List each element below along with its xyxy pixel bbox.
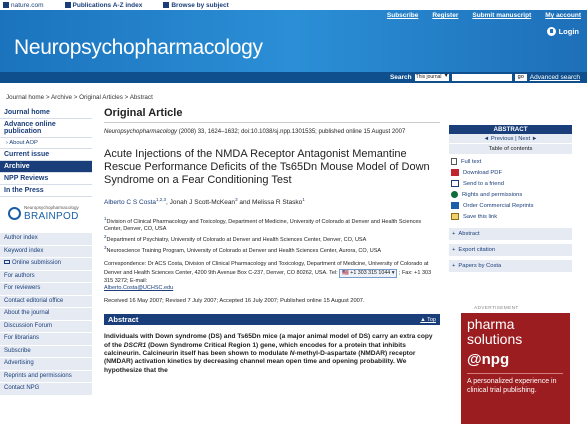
phone-number: +1 303 315 1044 [350,269,391,276]
citation-journal: Neuropsychopharmacology [104,129,178,135]
link-online-submission-label: Online submission [12,260,62,266]
rights-icon [451,191,458,198]
nav-advance-online[interactable]: Advance online publication [0,119,92,138]
expand-icon: + [452,231,456,237]
nav-journal-home[interactable]: Journal home [0,107,92,119]
search-label: Search [389,74,412,81]
citation-details: (2008) 33, 1624–1632; doi:10.1038/sj.npp.1301535; published online 15 August 2007 [177,129,406,135]
right-sidebar [449,125,572,272]
right-sidebar-header: ABSTRACT [449,125,572,134]
nav-current-issue[interactable]: Current issue [0,149,92,161]
order-reprints-label: Order Commercial Reprints [463,202,534,209]
author-affiliation-ref[interactable]: 3 [235,197,238,202]
affiliation [104,215,440,233]
abstract-top-label: Top [427,316,436,323]
brainpod-banner[interactable] [0,200,92,230]
affiliation-text: Department of Psychiatry, University of Colorado at Denver and Health Sciences Center, Denver, CO, USA [106,237,367,244]
abstract-part: Individuals with Down syndrome (DS) and Ts65Dn mice (a major animal model of DS) carry an extra copy of the [104,333,433,349]
subscribe-link[interactable]: Subscribe [386,12,419,19]
link-contact-npg[interactable]: Contact NPG [0,383,92,396]
section-abstract-label: Abstract [458,231,480,237]
link-discussion-forum[interactable]: Discussion Forum [0,321,92,334]
abstract-part: (Down Syndrome Critical Region 1) gene, which encodes for a protein that inhibits calcineurin. Calcineurin itself has been shown to modulate [104,341,406,358]
publication-dates: Received 16 May 2007; Revised 7 July 2007; Accepted 16 July 2007; Published online 15 August 2007. [104,298,365,305]
rights-permissions-label: Rights and permissions [462,191,523,198]
save-link[interactable] [451,211,572,222]
affiliation-number: 1 [104,216,107,222]
full-text-link[interactable] [451,156,572,167]
section-export-citation-label: Export citation [458,247,496,253]
email-link[interactable]: Alberto.Costa@UCHSC.edu [104,285,174,292]
expand-icon: + [452,263,456,269]
browse-subject-link[interactable] [160,2,228,9]
nature-label: nature.com [11,1,44,9]
abstract-italic: N [289,350,295,358]
link-advertising[interactable]: Advertising [0,358,92,371]
journal-banner [0,10,587,83]
journal-title[interactable]: Neuropsychopharmacology [14,36,263,59]
brainpod-logo-icon [8,207,21,220]
author-link[interactable]: Alberto C S Costa [104,199,157,207]
order-icon [451,202,459,209]
publications-label: Publications A-Z index [72,1,143,9]
section-export-citation[interactable] [449,244,572,256]
section-papers-by-author-label: Papers by Costa [458,263,502,269]
nature-link[interactable] [0,2,44,9]
prev-next-nav: ◄ Previous | Next ► [449,134,572,144]
nav-separator: | [513,136,519,142]
login-link[interactable] [547,27,579,36]
affiliation-text: Neuroscience Training Program, University of Colorado at Denver and Health Sciences Center, Aurora, CO, USA [106,248,382,255]
order-reprints-link[interactable] [451,200,572,211]
sidebar-links [0,233,92,396]
link-for-reviewers[interactable]: For reviewers [0,283,92,296]
correspondence-text: Correspondence: Dr ACS Costa, Division of Clinical Pharmacology and Toxicology, Department of Medicine, University of Colorado at Denver and Health Sciences Center, 4200 9th Avenue Box C-237, Denver, CO 80262, USA. Tel: [104,261,429,276]
advertisement-label: ADVERTISEMENT [474,306,519,311]
advertisement-banner[interactable] [461,313,570,424]
document-icon [451,158,457,165]
ad-brand: @npg [467,351,510,368]
link-for-authors[interactable]: For authors [0,271,92,284]
table-of-contents-link[interactable]: Table of contents [449,144,572,154]
login-label: Login [558,27,579,36]
brainpod-subtitle: Neuropsychopharmacology [24,205,79,210]
link-contact-editorial[interactable]: Contact editorial office [0,296,92,309]
send-friend-link[interactable] [451,178,572,189]
submit-manuscript-link[interactable]: Submit manuscript [472,12,532,19]
abstract-title: Abstract [108,315,139,325]
send-friend-label: Send to a friend [463,180,504,187]
pdf-icon [451,169,459,176]
my-account-link[interactable]: My account [545,12,581,19]
advanced-search-link[interactable]: Advanced search [529,74,580,81]
author-affiliation-ref[interactable]: 1 [302,197,305,202]
publications-square-icon [65,2,71,8]
author-name: , Jonah J Scott-McKean [166,199,236,207]
ad-line: solutions [467,331,523,347]
next-link[interactable]: Next [518,136,531,142]
link-keyword-index[interactable]: Keyword index [0,246,92,259]
section-abstract[interactable] [449,228,572,240]
author-name: and Melissa R Stasko [237,199,303,207]
envelope-icon [4,260,10,264]
login-icon [547,27,556,36]
nav-in-the-press[interactable]: In the Press [0,185,92,197]
affiliation-text: Division of Clinical Pharmacology and Toxicology, Department of Medicine, University of Colorado at Denver and Health Sciences Center, Denver, CO, USA [104,218,422,233]
download-pdf-label: Download PDF [463,169,502,176]
search-input[interactable] [452,74,512,81]
left-sidebar [0,107,92,396]
browse-square-icon [163,2,169,8]
affiliations [104,215,440,255]
ad-tagline: A personalized experience in clinical trial publishing. [467,378,557,394]
abstract-gene: DSCR1 [123,341,147,349]
save-icon [451,213,459,220]
affiliation [104,244,440,255]
header-nav [373,12,581,19]
nav-about-aop[interactable]: › About AOP [0,138,92,149]
register-link[interactable]: Register [432,12,459,19]
save-link-label: Save this link [463,213,498,220]
abstract-header [104,314,440,325]
link-online-submission[interactable] [0,258,92,271]
citation [104,128,440,136]
article-tools [449,154,572,224]
brainpod-title: BRAINPOD [24,211,79,222]
link-author-index[interactable]: Author index [0,233,92,246]
nature-square-icon [3,2,9,8]
nav-archive[interactable]: Archive [0,161,92,173]
affiliation-number: 3 [104,245,107,251]
author-affiliation-ref[interactable]: 1,2,3 [156,197,167,202]
article-main [104,107,440,375]
search-go-button[interactable]: go [515,74,527,81]
previous-link[interactable]: Previous [490,136,514,142]
browse-label: Browse by subject [171,1,229,9]
ad-line: pharma [467,316,515,332]
search-bar [0,72,587,83]
affiliation [104,233,440,244]
ad-divider [467,373,563,374]
publications-link[interactable] [62,2,143,9]
full-text-label: Full text [461,158,482,165]
abstract-top-link[interactable]: ▲ Top [420,316,436,323]
abstract-text [104,333,440,375]
nav-npp-reviews[interactable]: NPP Reviews [0,173,92,185]
envelope-icon [451,180,459,187]
article-title: Acute Injections of the NMDA Receptor Antagonist Memantine Rescue Performance Deficits of the Ts65Dn Mouse Model of Down Syndrome on a Fear Conditioning Test [104,148,430,186]
fax-text: ; Fax: +1 303 315 3272; E-mail: [104,269,432,284]
link-reprints[interactable]: Reprints and permissions [0,371,92,384]
nav-about-aop-label: About AOP [9,140,38,146]
phone-widget[interactable]: 🇺🇸 +1 303 315 1044 ▾ [339,269,397,278]
correspondence [104,261,440,292]
abstract-part: -methyl-D-aspartate (NMDAR) receptor (NMDAR) activation kinetics by decreasing channel mean open time and opening probability. We hypothesize that the [104,350,416,374]
ad-headline [467,317,522,347]
link-for-librarians[interactable]: For librarians [0,333,92,346]
section-papers-by-author[interactable] [449,260,572,272]
link-about-journal[interactable]: About the journal [0,308,92,321]
author-list [104,197,440,206]
top-bar [0,0,587,10]
rights-permissions-link[interactable] [451,189,572,200]
affiliation-number: 2 [104,234,107,240]
breadcrumb[interactable]: Journal home > Archive > Original Articles > Abstract [6,94,153,101]
section-heading: Original Article [104,107,440,123]
download-pdf-link[interactable] [451,167,572,178]
search-scope-select[interactable]: This journal ▾ [415,74,449,81]
expand-icon: + [452,247,456,253]
link-subscribe[interactable]: Subscribe [0,346,92,359]
